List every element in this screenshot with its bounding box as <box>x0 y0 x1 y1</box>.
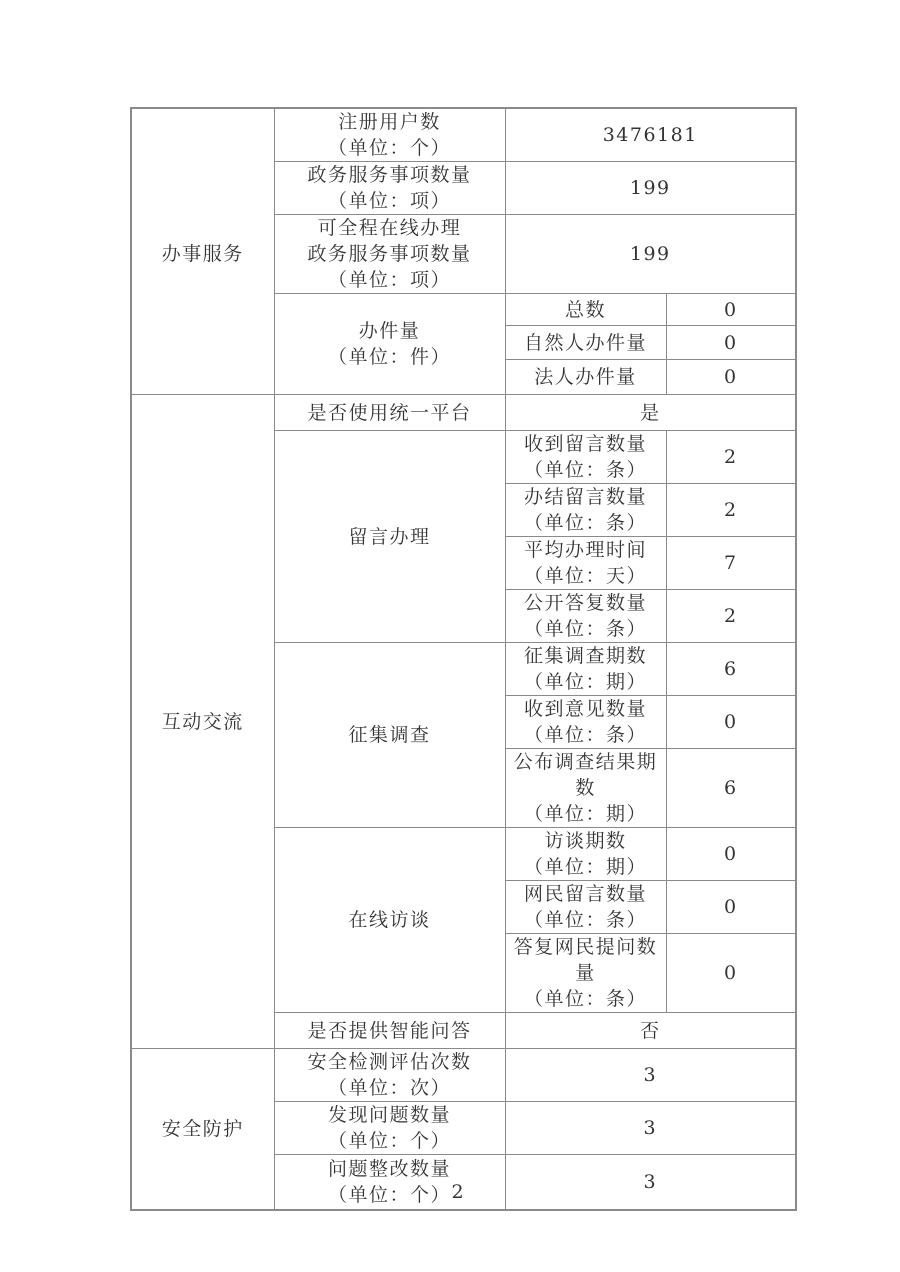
page-number: 2 <box>451 1181 464 1203</box>
row-label-service-items: 政务服务事项数量 （单位：项） <box>274 162 505 215</box>
row-label-problems-found: 发现问题数量 （单位：个） <box>274 1102 505 1155</box>
row-value-survey-periods: 6 <box>666 643 796 696</box>
row-label-online-service-items: 可全程在线办理 政务服务事项数量 （单位：项） <box>274 215 505 294</box>
row-value-average-handling-time: 7 <box>666 537 796 590</box>
row-value-problems-found: 3 <box>505 1102 796 1155</box>
row-label-registered-users: 注册用户数 （单位：个） <box>274 108 505 162</box>
row-value-registered-users: 3476181 <box>505 108 796 162</box>
row-value-interview-periods: 0 <box>666 828 796 881</box>
row-label-total: 总数 <box>505 294 666 326</box>
row-value-smart-qa: 否 <box>505 1013 796 1049</box>
row-label-average-handling-time: 平均办理时间 （单位：天） <box>505 537 666 590</box>
row-label-natural-person: 自然人办件量 <box>505 326 666 360</box>
row-label-public-replies: 公开答复数量 （单位：条） <box>505 590 666 643</box>
row-value-problems-rectified: 3 <box>505 1155 796 1210</box>
row-label-messages-completed: 办结留言数量 （单位：条） <box>505 484 666 537</box>
row-value-survey-results-published: 6 <box>666 749 796 828</box>
subgroup-label-survey: 征集调查 <box>274 643 505 828</box>
row-label-unified-platform: 是否使用统一平台 <box>274 395 505 431</box>
subgroup-label-message-handling: 留言办理 <box>274 431 505 643</box>
row-value-legal-person: 0 <box>666 360 796 395</box>
row-label-survey-periods: 征集调查期数 （单位：期） <box>505 643 666 696</box>
row-value-messages-received: 2 <box>666 431 796 484</box>
row-value-security-assessments: 3 <box>505 1049 796 1102</box>
row-label-messages-received: 收到留言数量 （单位：条） <box>505 431 666 484</box>
subgroup-label-case-volume: 办件量 （单位：件） <box>274 294 505 395</box>
row-label-opinions-received: 收到意见数量 （单位：条） <box>505 696 666 749</box>
section-label-text: 办事服务 <box>161 243 244 265</box>
row-label-interview-periods: 访谈期数 （单位：期） <box>505 828 666 881</box>
row-value-netizen-messages: 0 <box>666 881 796 934</box>
row-label-security-assessments: 安全检测评估次数 （单位：次） <box>274 1049 505 1102</box>
row-label-netizen-questions-answered: 答复网民提问数量 （单位：条） <box>505 934 666 1013</box>
row-value-opinions-received: 0 <box>666 696 796 749</box>
row-label-survey-results-published: 公布调查结果期数 （单位：期） <box>505 749 666 828</box>
row-value-unified-platform: 是 <box>505 395 796 431</box>
row-label-netizen-messages: 网民留言数量 （单位：条） <box>505 881 666 934</box>
statistics-table <box>130 107 797 1211</box>
section-label-text: 安全防护 <box>161 1117 244 1140</box>
section-label-interaction <box>131 395 274 1049</box>
row-value-natural-person: 0 <box>666 326 796 360</box>
row-value-total: 0 <box>666 294 796 326</box>
section-label-service <box>131 108 274 395</box>
row-label-legal-person: 法人办件量 <box>505 360 666 395</box>
subgroup-label-online-interview: 在线访谈 <box>274 828 505 1013</box>
row-value-public-replies: 2 <box>666 590 796 643</box>
row-label-problems-rectified: 问题整改数量 （单位：个） <box>274 1155 505 1210</box>
row-value-messages-completed: 2 <box>666 484 796 537</box>
row-value-service-items: 199 <box>505 162 796 215</box>
row-value-online-service-items: 199 <box>505 215 796 294</box>
section-label-text: 互动交流 <box>161 710 244 733</box>
row-label-smart-qa: 是否提供智能问答 <box>274 1013 505 1049</box>
row-value-netizen-questions-answered: 0 <box>666 934 796 1013</box>
